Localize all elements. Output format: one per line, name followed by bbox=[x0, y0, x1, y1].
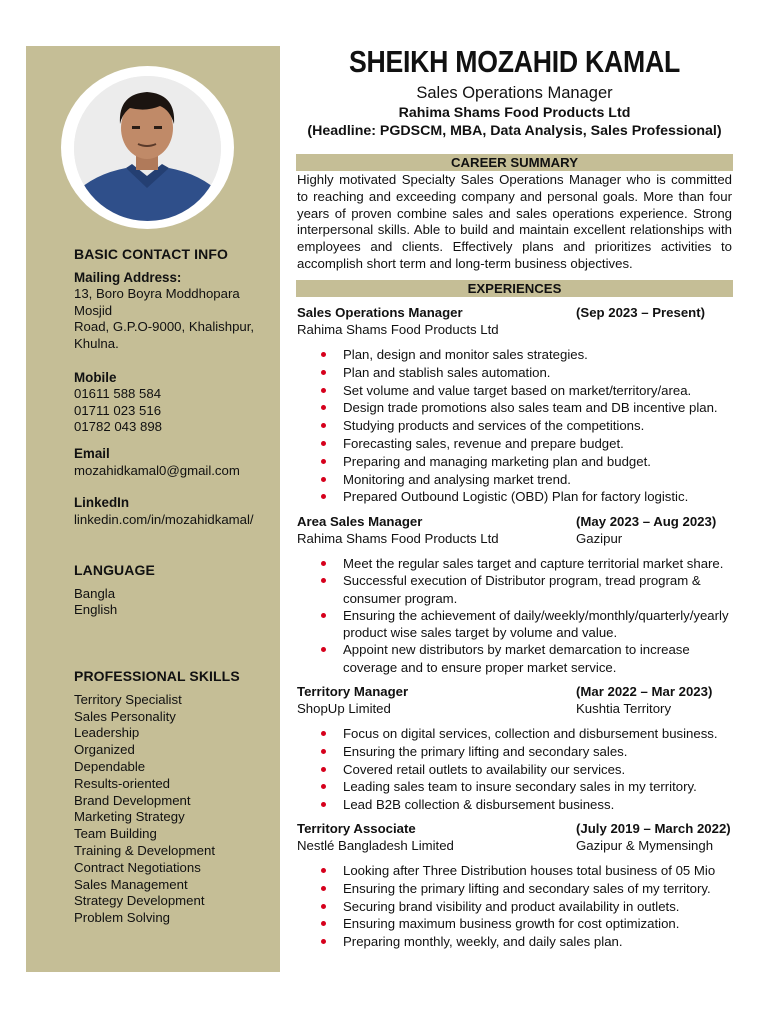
job-bullets bbox=[297, 555, 733, 676]
language-heading: LANGUAGE bbox=[74, 562, 155, 578]
experiences-heading: EXPERIENCES bbox=[296, 280, 733, 297]
mobile-number: 01611 588 584 bbox=[74, 386, 162, 402]
skill-item: Problem Solving bbox=[74, 910, 171, 926]
job-location: Gazipur bbox=[576, 530, 623, 546]
email-label: Email bbox=[74, 445, 110, 461]
skill-item: Brand Development bbox=[74, 792, 191, 808]
contact-section bbox=[74, 246, 274, 528]
job-location: Kushtia Territory bbox=[576, 700, 672, 716]
job-bullets bbox=[297, 862, 733, 951]
language-section bbox=[74, 562, 274, 619]
career-summary-heading: CAREER SUMMARY bbox=[296, 154, 733, 171]
bullet-item: Studying products and services of the competitions. bbox=[297, 417, 733, 435]
language-item: English bbox=[74, 602, 118, 618]
linkedin-label: LinkedIn bbox=[74, 495, 130, 511]
job-title: Area Sales Manager bbox=[297, 514, 423, 529]
skill-item: Territory Specialist bbox=[74, 691, 182, 707]
bullet-item: Plan and stablish sales automation. bbox=[297, 364, 733, 382]
bullet-item: Ensuring the achievement of daily/weekly/monthly/quarterly/yearly product wise sales target by volume and value. bbox=[297, 607, 733, 642]
job-company: Nestlé Bangladesh Limited bbox=[297, 837, 454, 853]
contact-heading: BASIC CONTACT INFO bbox=[74, 246, 228, 262]
skill-item: Marketing Strategy bbox=[74, 809, 185, 825]
bullet-item: Meet the regular sales target and capture territorial market share. bbox=[297, 555, 733, 572]
bullet-item: Focus on digital services, collection and disbursement business. bbox=[297, 725, 733, 743]
job-dates: (May 2023 – Aug 2023) bbox=[576, 514, 717, 529]
linkedin-url: linkedin.com/in/mozahidkamal/ bbox=[74, 511, 254, 527]
bullet-item: Covered retail outlets to availability our services. bbox=[297, 761, 733, 779]
skill-item: Sales Personality bbox=[74, 708, 176, 724]
bullet-icon bbox=[321, 904, 326, 909]
bullet-icon bbox=[321, 388, 326, 393]
job-company: Rahima Shams Food Products Ltd bbox=[297, 530, 499, 546]
job-dates: (Sep 2023 – Present) bbox=[576, 305, 706, 320]
bullet-icon bbox=[321, 441, 326, 446]
bullet-icon bbox=[321, 784, 326, 789]
job-title: Sales Operations Manager bbox=[297, 305, 463, 320]
job-bullets bbox=[297, 346, 733, 506]
bullet-item: Ensuring the primary lifting and secondary sales. bbox=[297, 743, 733, 761]
skill-item: Dependable bbox=[74, 758, 146, 774]
job-dates: (July 2019 – March 2022) bbox=[576, 821, 731, 836]
job-company: ShopUp Limited bbox=[297, 700, 391, 716]
bullet-icon bbox=[321, 613, 326, 618]
bullet-item: Forecasting sales, revenue and prepare budget. bbox=[297, 435, 733, 453]
bullet-item: Monitoring and analysing market trend. bbox=[297, 471, 733, 489]
email-address: mozahidkamal0@gmail.com bbox=[74, 462, 240, 478]
current-title: Sales Operations Manager bbox=[416, 84, 613, 102]
current-company: Rahima Shams Food Products Ltd bbox=[398, 105, 631, 121]
bullet-icon bbox=[321, 578, 326, 583]
bullet-icon bbox=[321, 802, 326, 807]
skill-item: Sales Management bbox=[74, 876, 188, 892]
career-summary-text: Highly motivated Specialty Sales Operations Manager who is committed to reaching and exceeding company and personal goals. More than four years of proven combine sales and sales operations experience. Strong interpersonal skills. Able to build and maintain excellent relationships with employees and clients. Effectively plans and prioritizes activities to accomplish short term and long-term business objectives. bbox=[297, 172, 732, 271]
skill-item: Training & Development bbox=[74, 842, 215, 858]
bullet-icon bbox=[321, 921, 326, 926]
bullet-icon bbox=[321, 477, 326, 482]
job-title: Territory Manager bbox=[297, 684, 409, 699]
job-entry bbox=[297, 821, 733, 854]
skills-section bbox=[74, 668, 274, 927]
bullet-icon bbox=[321, 459, 326, 464]
job-company: Rahima Shams Food Products Ltd bbox=[297, 321, 499, 337]
bullet-item: Preparing and managing marketing plan and budget. bbox=[297, 453, 733, 471]
profile-photo-frame bbox=[61, 66, 234, 229]
job-entry bbox=[297, 684, 733, 717]
bullet-icon bbox=[321, 405, 326, 410]
language-item: Bangla bbox=[74, 585, 116, 601]
job-bullets bbox=[297, 725, 733, 814]
skill-item: Contract Negotiations bbox=[74, 859, 201, 875]
bullet-icon bbox=[321, 423, 326, 428]
bullet-icon bbox=[321, 767, 326, 772]
bullet-item: Securing brand visibility and product availability in outlets. bbox=[297, 898, 733, 916]
skills-heading: PROFESSIONAL SKILLS bbox=[74, 668, 240, 684]
bullet-icon bbox=[321, 647, 326, 652]
job-dates: (Mar 2022 – Mar 2023) bbox=[576, 684, 713, 699]
job-location: Gazipur & Mymensingh bbox=[576, 837, 714, 853]
job-entry bbox=[297, 305, 733, 338]
bullet-item: Successful execution of Distributor program, tread program & consumer program. bbox=[297, 572, 733, 607]
bullet-icon bbox=[321, 352, 326, 357]
mobile-number: 01711 023 516 bbox=[74, 402, 162, 418]
job-entry bbox=[297, 514, 733, 547]
bullet-item: Looking after Three Distribution houses total business of 05 Mio bbox=[297, 862, 733, 880]
bullet-item: Leading sales team to insure secondary sales in my territory. bbox=[297, 778, 733, 796]
bullet-item: Prepared Outbound Logistic (OBD) Plan for factory logistic. bbox=[297, 488, 733, 506]
bullet-icon bbox=[321, 939, 326, 944]
bullet-item: Appoint new distributors by market demarcation to increase coverage and to ensure proper market service. bbox=[297, 641, 733, 676]
bullet-item: Plan, design and monitor sales strategies. bbox=[297, 346, 733, 364]
skill-item: Organized bbox=[74, 742, 135, 758]
bullet-icon bbox=[321, 561, 326, 566]
bullet-icon bbox=[321, 731, 326, 736]
bullet-item: Ensuring maximum business growth for cost optimization. bbox=[297, 915, 733, 933]
bullet-icon bbox=[321, 494, 326, 499]
candidate-name: SHEIKH MOZAHID KAMAL bbox=[348, 44, 681, 79]
bullet-item: Design trade promotions also sales team and DB incentive plan. bbox=[297, 399, 733, 417]
mailing-label: Mailing Address: bbox=[74, 269, 182, 285]
headline: (Headline: PGDSCM, MBA, Data Analysis, Sales Professional) bbox=[307, 123, 722, 139]
profile-photo bbox=[74, 76, 221, 221]
mobile-number: 01782 043 898 bbox=[74, 419, 163, 435]
skill-item: Strategy Development bbox=[74, 893, 205, 909]
bullet-item: Set volume and value target based on market/territory/area. bbox=[297, 382, 733, 400]
bullet-item: Lead B2B collection & disbursement business. bbox=[297, 796, 733, 814]
bullet-icon bbox=[321, 886, 326, 891]
job-title: Territory Associate bbox=[297, 821, 416, 836]
bullet-item: Preparing monthly, weekly, and daily sales plan. bbox=[297, 933, 733, 951]
bullet-icon bbox=[321, 868, 326, 873]
skill-item: Results-oriented bbox=[74, 775, 171, 791]
bullet-icon bbox=[321, 370, 326, 375]
mailing-address: 13, Boro Boyra Moddhopara Mosjid Road, G.P.O-9000, Khalishpur, Khulna. bbox=[74, 286, 255, 351]
skill-item: Leadership bbox=[74, 725, 140, 741]
bullet-icon bbox=[321, 749, 326, 754]
bullet-item: Ensuring the primary lifting and secondary sales of my territory. bbox=[297, 880, 733, 898]
mobile-label: Mobile bbox=[74, 369, 117, 385]
skill-item: Team Building bbox=[74, 826, 157, 842]
